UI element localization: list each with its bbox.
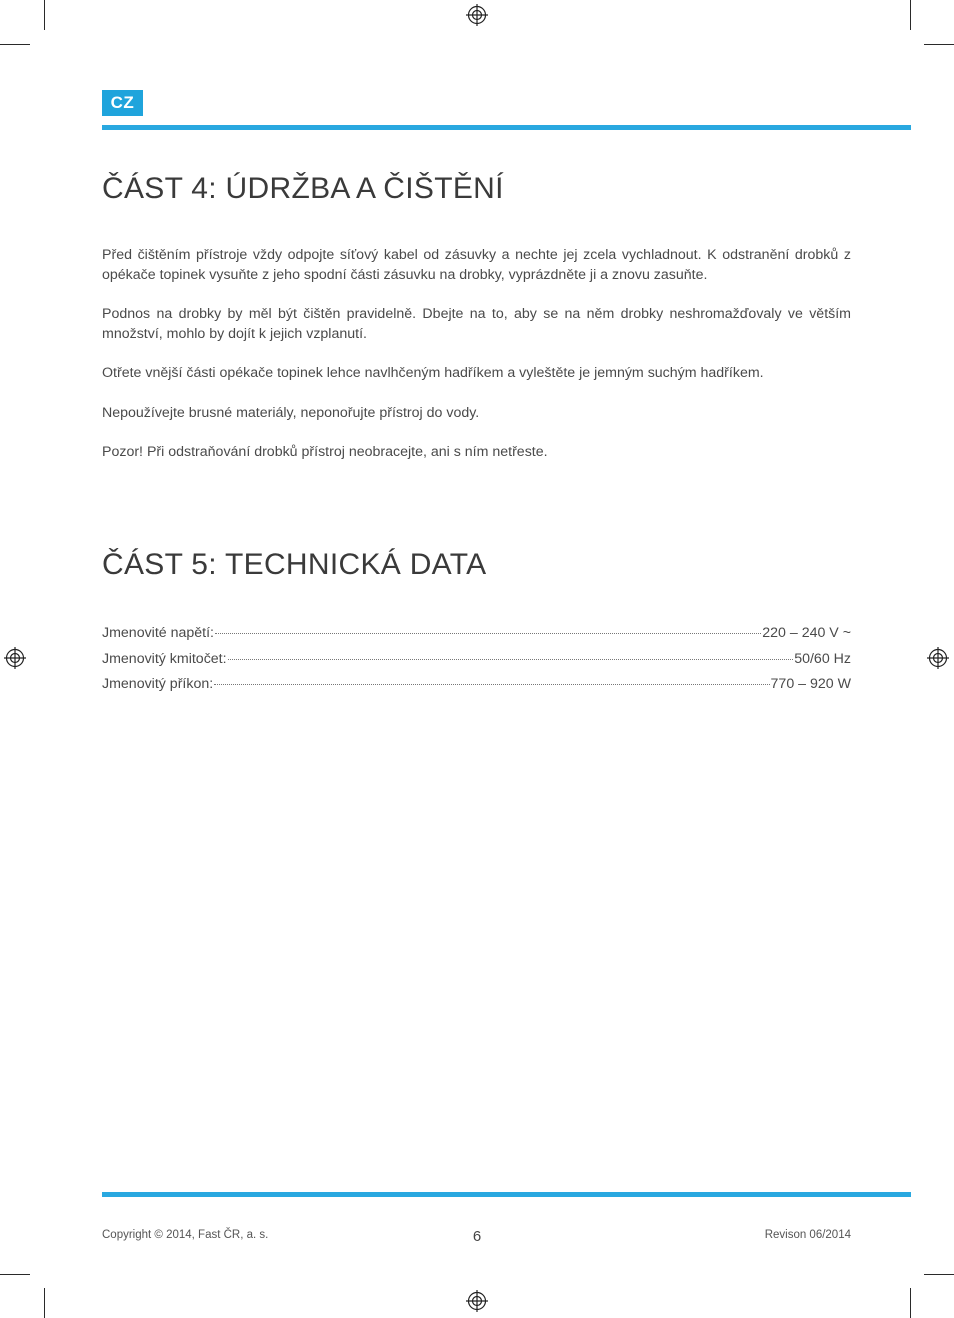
dot-leader [228,659,794,660]
copyright-text: Copyright © 2014, Fast ČR, a. s. [102,1229,269,1241]
spec-label: Jmenovitý příkon: [102,676,214,692]
crop-mark [0,44,30,45]
page-number: 6 [472,1228,482,1245]
spec-label: Jmenovitý kmitočet: [102,650,227,667]
spec-row [102,625,851,651]
spec-row [102,676,851,702]
crop-mark [924,44,954,45]
paragraph: Pozor! Při odstraňování drobků přístroj neobracejte, ani s ním netřeste. [102,444,548,460]
crop-mark [924,1274,954,1275]
crop-mark [0,1274,30,1275]
spec-value: 770 – 920 W [770,676,851,692]
spec-value: 50/60 Hz [794,650,851,667]
section-title-technical-data: ČÁST 5: TECHNICKÁ DATA [102,548,487,581]
revision-text: Revison 06/2014 [764,1229,851,1241]
spec-value: 220 – 240 V ~ [762,625,851,641]
registration-mark-icon [466,4,488,26]
registration-mark-icon [4,647,26,669]
crop-mark [910,0,911,30]
maintenance-text [102,246,851,463]
paragraph: Otřete vnější části opékače topinek lehce navlhčeným hadříkem a vyleštěte je jemným suchým hadříkem. [102,365,764,381]
spec-label: Jmenovité napětí: [102,625,214,641]
spec-row [102,651,851,677]
registration-mark-icon [927,647,949,669]
section-title-maintenance: ČÁST 4: ÚDRŽBA A ČIŠTĚNÍ [102,172,504,205]
paragraph: Před čištěním přístroje vždy odpojte síťový kabel od zásuvky a nechte jej zcela vychladnout. K odstranění drobků z opékače topinek vysuňte z jeho spodní části zásuvku na drobky, vyprázdněte ji a znovu zasuňte. [102,247,851,283]
dot-leader [215,633,761,634]
crop-mark [44,0,45,30]
crop-mark [910,1288,911,1318]
language-badge: CZ [102,90,143,116]
footer-rule [102,1192,911,1197]
paragraph: Nepoužívejte brusné materiály, neponořujte přístroj do vody. [102,404,480,421]
registration-mark-icon [466,1290,488,1312]
crop-mark [44,1288,45,1318]
header-rule [102,125,911,130]
paragraph: Podnos na drobky by měl být čištěn pravidelně. Dbejte na to, aby se na něm drobky neshromažďovaly ve větším množství, mohlo by dojít k jejich vzplanutí. [102,306,851,342]
dot-leader [214,684,769,685]
spec-list [102,625,851,702]
